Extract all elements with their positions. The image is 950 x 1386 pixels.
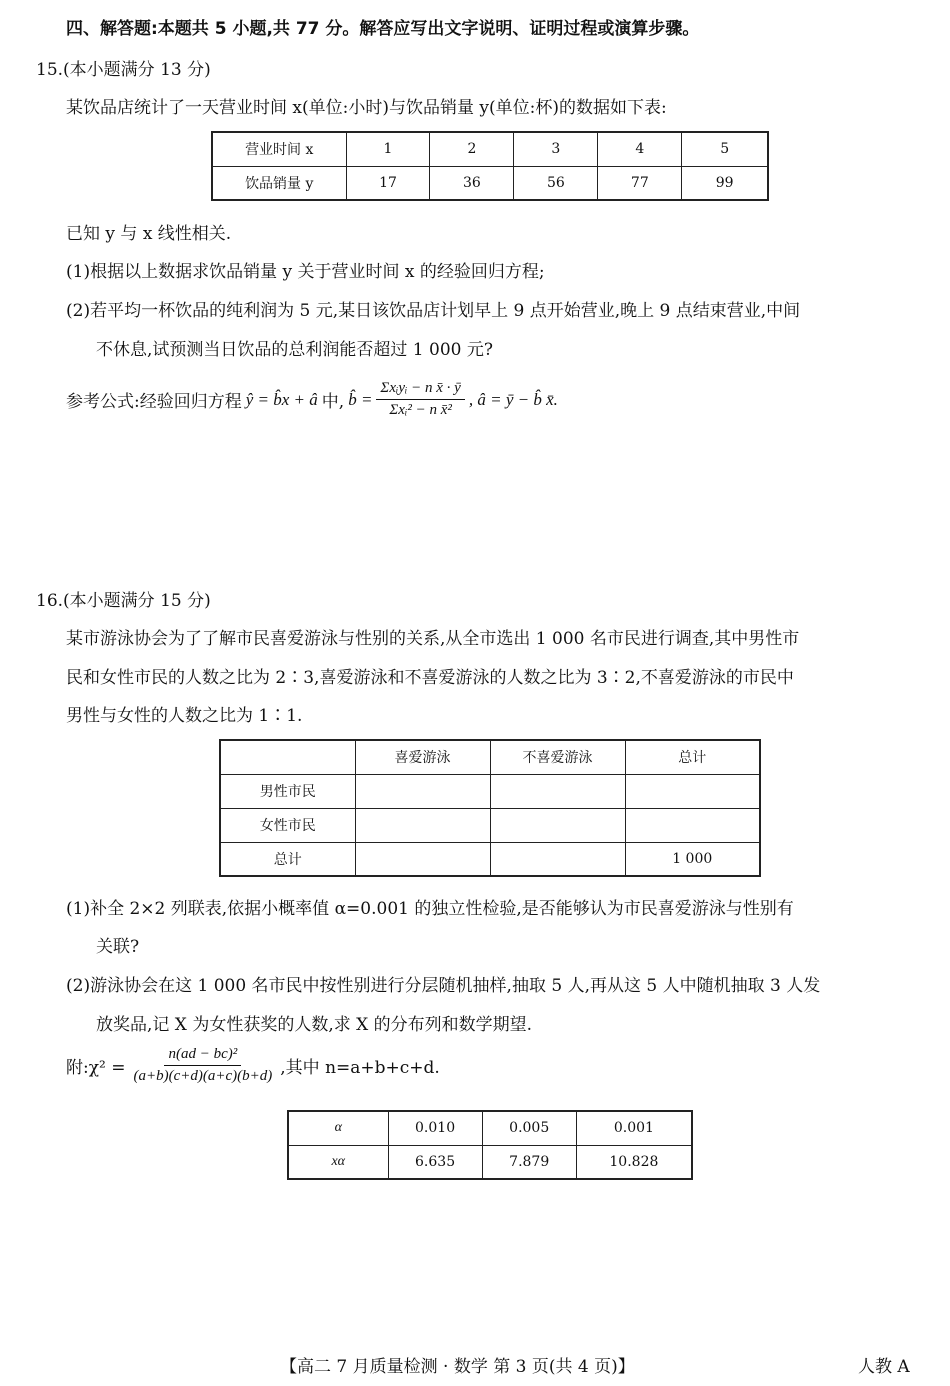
q15-part2-line1: (2)若平均一杯饮品的纯利润为 5 元,某日该饮品店计划早上 9 点开始营业,晚上 9 点结束营业,中间 xyxy=(66,301,801,321)
table-row-label: 饮品销量 y xyxy=(212,166,346,200)
q16-part2-line1: (2)游泳协会在这 1 000 名市民中按性别进行分层随机抽样,抽取 5 人,再从这 5 人中随机抽取 3 人发 xyxy=(66,976,821,996)
table-header: 不喜爱游泳 xyxy=(490,740,625,774)
table-cell: 56 xyxy=(514,166,598,200)
q15-part1: (1)根据以上数据求饮品销量 y 关于营业时间 x 的经验回归方程; xyxy=(66,262,545,282)
table-cell: 0.001 xyxy=(576,1111,692,1145)
q16-part1-line1: (1)补全 2×2 列联表,依据小概率值 α=0.001 的独立性检验,是否能够认为市民喜爱游泳与性别有 xyxy=(66,899,794,919)
q15-data-table xyxy=(211,131,769,201)
q16-contingency-table xyxy=(219,739,761,877)
q16-part2-line2: 放奖品,记 X 为女性获奖的人数,求 X 的分布列和数学期望. xyxy=(96,1015,533,1035)
table-row-label: 营业时间 x xyxy=(212,132,346,166)
table-cell: 7.879 xyxy=(482,1145,576,1179)
chi-square-numerator: n(ad − bc)² xyxy=(164,1046,241,1066)
table-header: 喜爱游泳 xyxy=(355,740,490,774)
table-cell xyxy=(355,808,490,842)
q15-known: 已知 y 与 x 线性相关. xyxy=(66,224,232,244)
appendix-tail: ,其中 n=a+b+c+d. xyxy=(280,1058,440,1078)
table-cell: 1 xyxy=(346,132,430,166)
q16-number: 16.(本小题满分 15 分) xyxy=(36,591,211,611)
table-cell: 1 000 xyxy=(625,842,760,876)
chi-square-fraction xyxy=(130,1046,277,1085)
q15-intro: 某饮品店统计了一天营业时间 x(单位:小时)与饮品销量 y(单位:杯)的数据如下表: xyxy=(66,98,667,118)
formula-b-label: b̂ = xyxy=(348,389,373,409)
table-cell: 77 xyxy=(598,166,682,200)
formula-mid: 中, xyxy=(321,392,345,412)
formula-prefix: 参考公式:经验回归方程 xyxy=(66,392,242,412)
q16-intro-line1: 某市游泳协会为了了解市民喜爱游泳与性别的关系,从全市选出 1 000 名市民进行调查,其中男性市 xyxy=(66,629,800,649)
page-footer: 【高二 7 月质量检测 · 数学 第 3 页(共 4 页)】 xyxy=(280,1357,635,1377)
table-cell xyxy=(490,842,625,876)
alpha-label: α xyxy=(288,1111,388,1145)
table-cell: 36 xyxy=(430,166,514,200)
table-cell: 0.010 xyxy=(388,1111,482,1145)
q16-appendix-formula xyxy=(66,1046,440,1085)
formula-b-numerator: Σxᵢyᵢ − n x̄ · ȳ xyxy=(376,380,464,400)
table-cell: 5 xyxy=(682,132,768,166)
table-cell: 99 xyxy=(682,166,768,200)
q16-intro-line3: 男性与女性的人数之比为 1∶1. xyxy=(66,706,303,726)
q15-part2-line2: 不休息,试预测当日饮品的总利润能否超过 1 000 元? xyxy=(96,340,493,360)
x-alpha-label: xα xyxy=(288,1145,388,1179)
table-cell: 3 xyxy=(514,132,598,166)
table-cell xyxy=(625,808,760,842)
table-cell: 10.828 xyxy=(576,1145,692,1179)
table-row-label: 男性市民 xyxy=(220,774,355,808)
formula-b-fraction xyxy=(376,380,464,419)
table-row-label: 总计 xyxy=(220,842,355,876)
chi-square-denominator: (a+b)(c+d)(a+c)(b+d) xyxy=(133,1068,273,1084)
table-cell: 2 xyxy=(430,132,514,166)
edition-label: 人教 A xyxy=(858,1357,910,1377)
table-cell xyxy=(355,842,490,876)
q16-intro-line2: 民和女性市民的人数之比为 2∶3,喜爱游泳和不喜爱游泳的人数之比为 3∶2,不喜爱游泳的市民中 xyxy=(66,668,794,688)
table-cell xyxy=(625,774,760,808)
table-header: 总计 xyxy=(625,740,760,774)
formula-b-denominator: Σxᵢ² − n x̄² xyxy=(389,402,452,418)
table-cell xyxy=(355,774,490,808)
appendix-prefix: 附:χ² = xyxy=(66,1058,126,1078)
q16-part1-line2: 关联? xyxy=(96,937,140,957)
table-cell: 6.635 xyxy=(388,1145,482,1179)
table-cell xyxy=(490,808,625,842)
formula-tail: , â = ȳ − b̂ x̄. xyxy=(468,389,558,409)
table-cell: 0.005 xyxy=(482,1111,576,1145)
q15-reference-formula xyxy=(66,380,558,419)
q16-critical-value-table xyxy=(287,1110,693,1180)
table-header xyxy=(220,740,355,774)
formula-regression-equation: ŷ = b̂x + â xyxy=(245,389,318,409)
section-header: 四、解答题:本题共 5 小题,共 77 分。解答应写出文字说明、证明过程或演算步骤。 xyxy=(66,19,700,39)
table-cell xyxy=(490,774,625,808)
table-row-label: 女性市民 xyxy=(220,808,355,842)
table-cell: 17 xyxy=(346,166,430,200)
q15-number: 15.(本小题满分 13 分) xyxy=(36,60,211,80)
table-cell: 4 xyxy=(598,132,682,166)
